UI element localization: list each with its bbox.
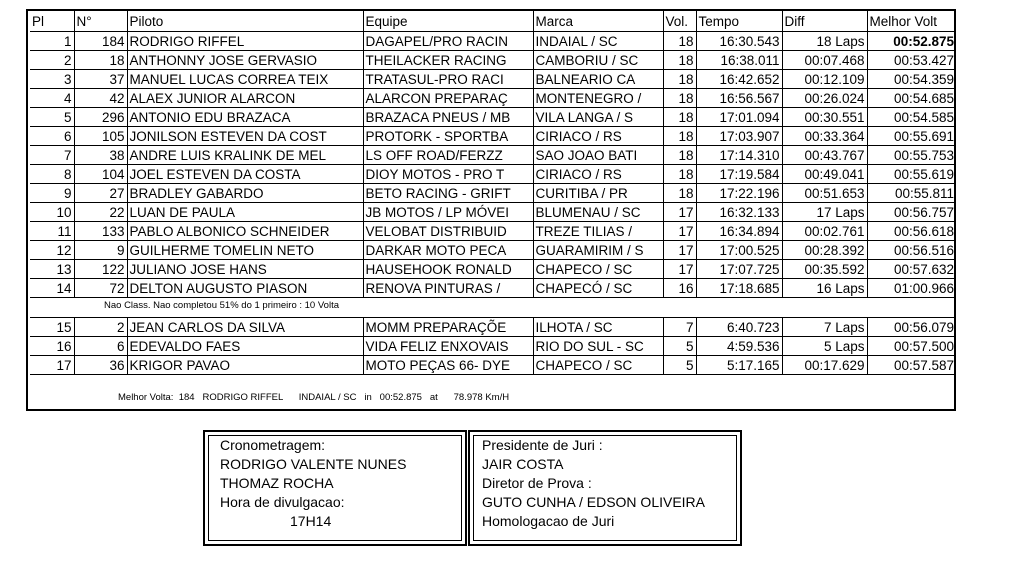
timing-box xyxy=(203,430,467,546)
cell-pilot: JOEL ESTEVEN DA COSTA xyxy=(127,165,363,184)
not-classified-note: Nao Class. Nao completou 51% do 1 primeiro : 10 Volta xyxy=(104,300,339,311)
cell-laps: 17 xyxy=(663,203,696,222)
cell-diff: 00:12.109 xyxy=(782,70,867,89)
cell-number: 184 xyxy=(74,32,127,51)
timing-box-inner xyxy=(208,435,462,541)
cell-position: 15 xyxy=(30,318,74,337)
cell-city: VILA LANGA / S xyxy=(533,108,663,127)
cell-total-time: 17:18.685 xyxy=(696,279,782,298)
cell-laps: 5 xyxy=(663,356,696,375)
cell-best-lap: 00:52.875 xyxy=(867,32,956,51)
cell-pilot: LUAN DE PAULA xyxy=(127,203,363,222)
cell-team: RENOVA PINTURAS / xyxy=(363,279,533,298)
cell-diff: 00:49.041 xyxy=(782,165,867,184)
cell-total-time: 5:17.165 xyxy=(696,356,782,375)
header-position: Pl xyxy=(30,11,74,32)
table-row xyxy=(30,184,956,203)
cell-best-lap: 00:54.585 xyxy=(867,108,956,127)
table-row xyxy=(30,89,956,108)
cell-laps: 18 xyxy=(663,146,696,165)
cell-number: 104 xyxy=(74,165,127,184)
cell-city: BLUMENAU / SC xyxy=(533,203,663,222)
cell-best-lap: 00:57.587 xyxy=(867,356,956,375)
cell-city: CHAPECÓ / SC xyxy=(533,279,663,298)
cell-total-time: 17:01.094 xyxy=(696,108,782,127)
cell-laps: 18 xyxy=(663,127,696,146)
race-director-names: GUTO CUNHA / EDSON OLIVEIRA xyxy=(482,494,706,510)
jury-box xyxy=(468,430,742,546)
cell-best-lap: 00:56.618 xyxy=(867,222,956,241)
table-row xyxy=(30,222,956,241)
cell-best-lap: 00:55.753 xyxy=(867,146,956,165)
jury-box-inner xyxy=(473,435,737,541)
cell-diff: 5 Laps xyxy=(782,337,867,356)
timekeeper-1: RODRIGO VALENTE NUNES xyxy=(220,456,407,472)
cell-total-time: 17:19.584 xyxy=(696,165,782,184)
results-table xyxy=(30,11,956,375)
cell-city: SAO JOAO BATI xyxy=(533,146,663,165)
cell-total-time: 16:56.567 xyxy=(696,89,782,108)
table-row xyxy=(30,337,956,356)
cell-city: CAMBORIU / SC xyxy=(533,51,663,70)
cell-position: 12 xyxy=(30,241,74,260)
cell-diff: 00:26.024 xyxy=(782,89,867,108)
cell-diff: 00:30.551 xyxy=(782,108,867,127)
cell-city: ILHOTA / SC xyxy=(533,318,663,337)
cell-total-time: 17:22.196 xyxy=(696,184,782,203)
cell-number: 6 xyxy=(74,337,127,356)
header-team: Equipe xyxy=(363,11,533,32)
cell-pilot: GUILHERME TOMELIN NETO xyxy=(127,241,363,260)
cell-team: JB MOTOS / LP MÓVEI xyxy=(363,203,533,222)
cell-number: 18 xyxy=(74,51,127,70)
table-row xyxy=(30,356,956,375)
cell-position: 4 xyxy=(30,89,74,108)
cell-number: 2 xyxy=(74,318,127,337)
header-city: Marca xyxy=(533,11,663,32)
table-row xyxy=(30,70,956,89)
cell-team: DAGAPEL/PRO RACIN xyxy=(363,32,533,51)
cell-position: 6 xyxy=(30,127,74,146)
cell-number: 105 xyxy=(74,127,127,146)
cell-best-lap: 00:57.500 xyxy=(867,337,956,356)
cell-total-time: 16:38.011 xyxy=(696,51,782,70)
cell-city: CIRIACO / RS xyxy=(533,165,663,184)
cell-diff: 00:51.653 xyxy=(782,184,867,203)
cell-city: CHAPECO / SC xyxy=(533,356,663,375)
cell-position: 3 xyxy=(30,70,74,89)
cell-position: 11 xyxy=(30,222,74,241)
cell-team: THEILACKER RACING xyxy=(363,51,533,70)
cell-number: 72 xyxy=(74,279,127,298)
cell-best-lap: 00:55.691 xyxy=(867,127,956,146)
timing-label: Cronometragem: xyxy=(220,437,326,453)
cell-best-lap: 00:55.811 xyxy=(867,184,956,203)
cell-pilot: ANTONIO EDU BRAZACA xyxy=(127,108,363,127)
cell-team: MOMM PREPARAÇÕE xyxy=(363,318,533,337)
table-row xyxy=(30,108,956,127)
cell-position: 5 xyxy=(30,108,74,127)
publication-time: 17H14 xyxy=(290,513,332,529)
cell-total-time: 16:30.543 xyxy=(696,32,782,51)
header-total-time: Tempo xyxy=(696,11,782,32)
not-classified-row xyxy=(30,298,956,314)
table-row xyxy=(30,241,956,260)
cell-number: 9 xyxy=(74,241,127,260)
cell-city: RIO DO SUL - SC xyxy=(533,337,663,356)
results-table-frame xyxy=(26,9,956,411)
cell-laps: 18 xyxy=(663,108,696,127)
publication-time-label: Hora de divulgacao: xyxy=(220,494,345,510)
cell-team: LS OFF ROAD/FERZZ xyxy=(363,146,533,165)
cell-city: BALNEARIO CA xyxy=(533,70,663,89)
cell-position: 9 xyxy=(30,184,74,203)
cell-city: TREZE TILIAS / xyxy=(533,222,663,241)
cell-team: DARKAR MOTO PECA xyxy=(363,241,533,260)
table-row xyxy=(30,279,956,298)
cell-city: MONTENEGRO / xyxy=(533,89,663,108)
header-pilot: Piloto xyxy=(127,11,363,32)
race-director-label: Diretor de Prova : xyxy=(482,475,592,491)
table-row xyxy=(30,318,956,337)
cell-best-lap: 00:54.685 xyxy=(867,89,956,108)
cell-team: DIOY MOTOS - PRO T xyxy=(363,165,533,184)
table-header-row xyxy=(30,11,956,32)
cell-best-lap: 00:56.079 xyxy=(867,318,956,337)
cell-best-lap: 01:00.966 xyxy=(867,279,956,298)
cell-diff: 00:07.468 xyxy=(782,51,867,70)
table-row xyxy=(30,51,956,70)
cell-total-time: 16:32.133 xyxy=(696,203,782,222)
cell-diff: 18 Laps xyxy=(782,32,867,51)
cell-position: 16 xyxy=(30,337,74,356)
cell-best-lap: 00:56.516 xyxy=(867,241,956,260)
cell-number: 22 xyxy=(74,203,127,222)
results-table-body xyxy=(30,32,956,375)
cell-total-time: 16:42.652 xyxy=(696,70,782,89)
header-diff: Diff xyxy=(782,11,867,32)
cell-team: VELOBAT DISTRIBUID xyxy=(363,222,533,241)
jury-president-name: JAIR COSTA xyxy=(482,456,564,472)
cell-laps: 18 xyxy=(663,32,696,51)
cell-position: 14 xyxy=(30,279,74,298)
table-row xyxy=(30,260,956,279)
cell-pilot: MANUEL LUCAS CORREA TEIX xyxy=(127,70,363,89)
table-row xyxy=(30,165,956,184)
cell-laps: 18 xyxy=(663,51,696,70)
cell-position: 13 xyxy=(30,260,74,279)
cell-laps: 17 xyxy=(663,241,696,260)
cell-total-time: 17:14.310 xyxy=(696,146,782,165)
cell-pilot: KRIGOR PAVAO xyxy=(127,356,363,375)
cell-best-lap: 00:53.427 xyxy=(867,51,956,70)
cell-number: 37 xyxy=(74,70,127,89)
cell-position: 10 xyxy=(30,203,74,222)
cell-pilot: PABLO ALBONICO SCHNEIDER xyxy=(127,222,363,241)
cell-team: TRATASUL-PRO RACI xyxy=(363,70,533,89)
cell-best-lap: 00:54.359 xyxy=(867,70,956,89)
cell-pilot: DELTON AUGUSTO PIASON xyxy=(127,279,363,298)
cell-diff: 16 Laps xyxy=(782,279,867,298)
header-laps: Vol. xyxy=(663,11,696,32)
cell-laps: 18 xyxy=(663,70,696,89)
cell-total-time: 16:34.894 xyxy=(696,222,782,241)
cell-total-time: 17:07.725 xyxy=(696,260,782,279)
cell-position: 17 xyxy=(30,356,74,375)
cell-team: BRAZACA PNEUS / MB xyxy=(363,108,533,127)
cell-number: 27 xyxy=(74,184,127,203)
cell-pilot: ALAEX JUNIOR ALARCON xyxy=(127,89,363,108)
table-row xyxy=(30,203,956,222)
cell-team: MOTO PEÇAS 66- DYE xyxy=(363,356,533,375)
cell-number: 38 xyxy=(74,146,127,165)
cell-laps: 7 xyxy=(663,318,696,337)
cell-number: 296 xyxy=(74,108,127,127)
cell-pilot: RODRIGO RIFFEL xyxy=(127,32,363,51)
header-number: N° xyxy=(74,11,127,32)
cell-number: 42 xyxy=(74,89,127,108)
cell-diff: 17 Laps xyxy=(782,203,867,222)
best-lap-line: Melhor Volta: 184 RODRIGO RIFFEL INDAIAL / SC in 00:52.875 at 78.978 Km/H xyxy=(118,392,510,403)
cell-pilot: EDEVALDO FAES xyxy=(127,337,363,356)
cell-position: 1 xyxy=(30,32,74,51)
header-best-lap: Melhor Volt xyxy=(867,11,956,32)
table-row xyxy=(30,146,956,165)
cell-city: CHAPECO / SC xyxy=(533,260,663,279)
cell-pilot: JEAN CARLOS DA SILVA xyxy=(127,318,363,337)
cell-pilot: JONILSON ESTEVEN DA COST xyxy=(127,127,363,146)
cell-diff: 00:28.392 xyxy=(782,241,867,260)
cell-best-lap: 00:57.632 xyxy=(867,260,956,279)
cell-total-time: 4:59.536 xyxy=(696,337,782,356)
cell-team: HAUSEHOOK RONALD xyxy=(363,260,533,279)
cell-position: 7 xyxy=(30,146,74,165)
cell-city: GUARAMIRIM / S xyxy=(533,241,663,260)
cell-city: INDAIAL / SC xyxy=(533,32,663,51)
cell-team: BETO RACING - GRIFT xyxy=(363,184,533,203)
jury-president-label: Presidente de Juri : xyxy=(482,437,603,453)
cell-position: 8 xyxy=(30,165,74,184)
cell-laps: 18 xyxy=(663,89,696,108)
cell-best-lap: 00:55.619 xyxy=(867,165,956,184)
cell-total-time: 6:40.723 xyxy=(696,318,782,337)
cell-total-time: 17:03.907 xyxy=(696,127,782,146)
cell-diff: 7 Laps xyxy=(782,318,867,337)
cell-pilot: JULIANO JOSE HANS xyxy=(127,260,363,279)
cell-number: 36 xyxy=(74,356,127,375)
cell-number: 133 xyxy=(74,222,127,241)
cell-laps: 18 xyxy=(663,184,696,203)
jury-homologation: Homologacao de Juri xyxy=(482,513,615,529)
cell-pilot: ANTHONNY JOSE GERVASIO xyxy=(127,51,363,70)
cell-laps: 17 xyxy=(663,222,696,241)
cell-city: CURITIBA / PR xyxy=(533,184,663,203)
cell-best-lap: 00:56.757 xyxy=(867,203,956,222)
cell-position: 2 xyxy=(30,51,74,70)
cell-diff: 00:35.592 xyxy=(782,260,867,279)
cell-diff: 00:33.364 xyxy=(782,127,867,146)
cell-pilot: ANDRE LUIS KRALINK DE MEL xyxy=(127,146,363,165)
cell-team: VIDA FELIZ ENXOVAIS xyxy=(363,337,533,356)
cell-team: PROTORK - SPORTBA xyxy=(363,127,533,146)
table-row xyxy=(30,32,956,51)
cell-number: 122 xyxy=(74,260,127,279)
cell-laps: 18 xyxy=(663,165,696,184)
cell-pilot: BRADLEY GABARDO xyxy=(127,184,363,203)
cell-team: ALARCON PREPARAÇ xyxy=(363,89,533,108)
timekeeper-2: THOMAZ ROCHA xyxy=(220,475,334,491)
cell-laps: 16 xyxy=(663,279,696,298)
table-row xyxy=(30,127,956,146)
cell-diff: 00:43.767 xyxy=(782,146,867,165)
cell-laps: 5 xyxy=(663,337,696,356)
cell-diff: 00:02.761 xyxy=(782,222,867,241)
cell-diff: 00:17.629 xyxy=(782,356,867,375)
cell-total-time: 17:00.525 xyxy=(696,241,782,260)
cell-city: CIRIACO / RS xyxy=(533,127,663,146)
cell-laps: 17 xyxy=(663,260,696,279)
